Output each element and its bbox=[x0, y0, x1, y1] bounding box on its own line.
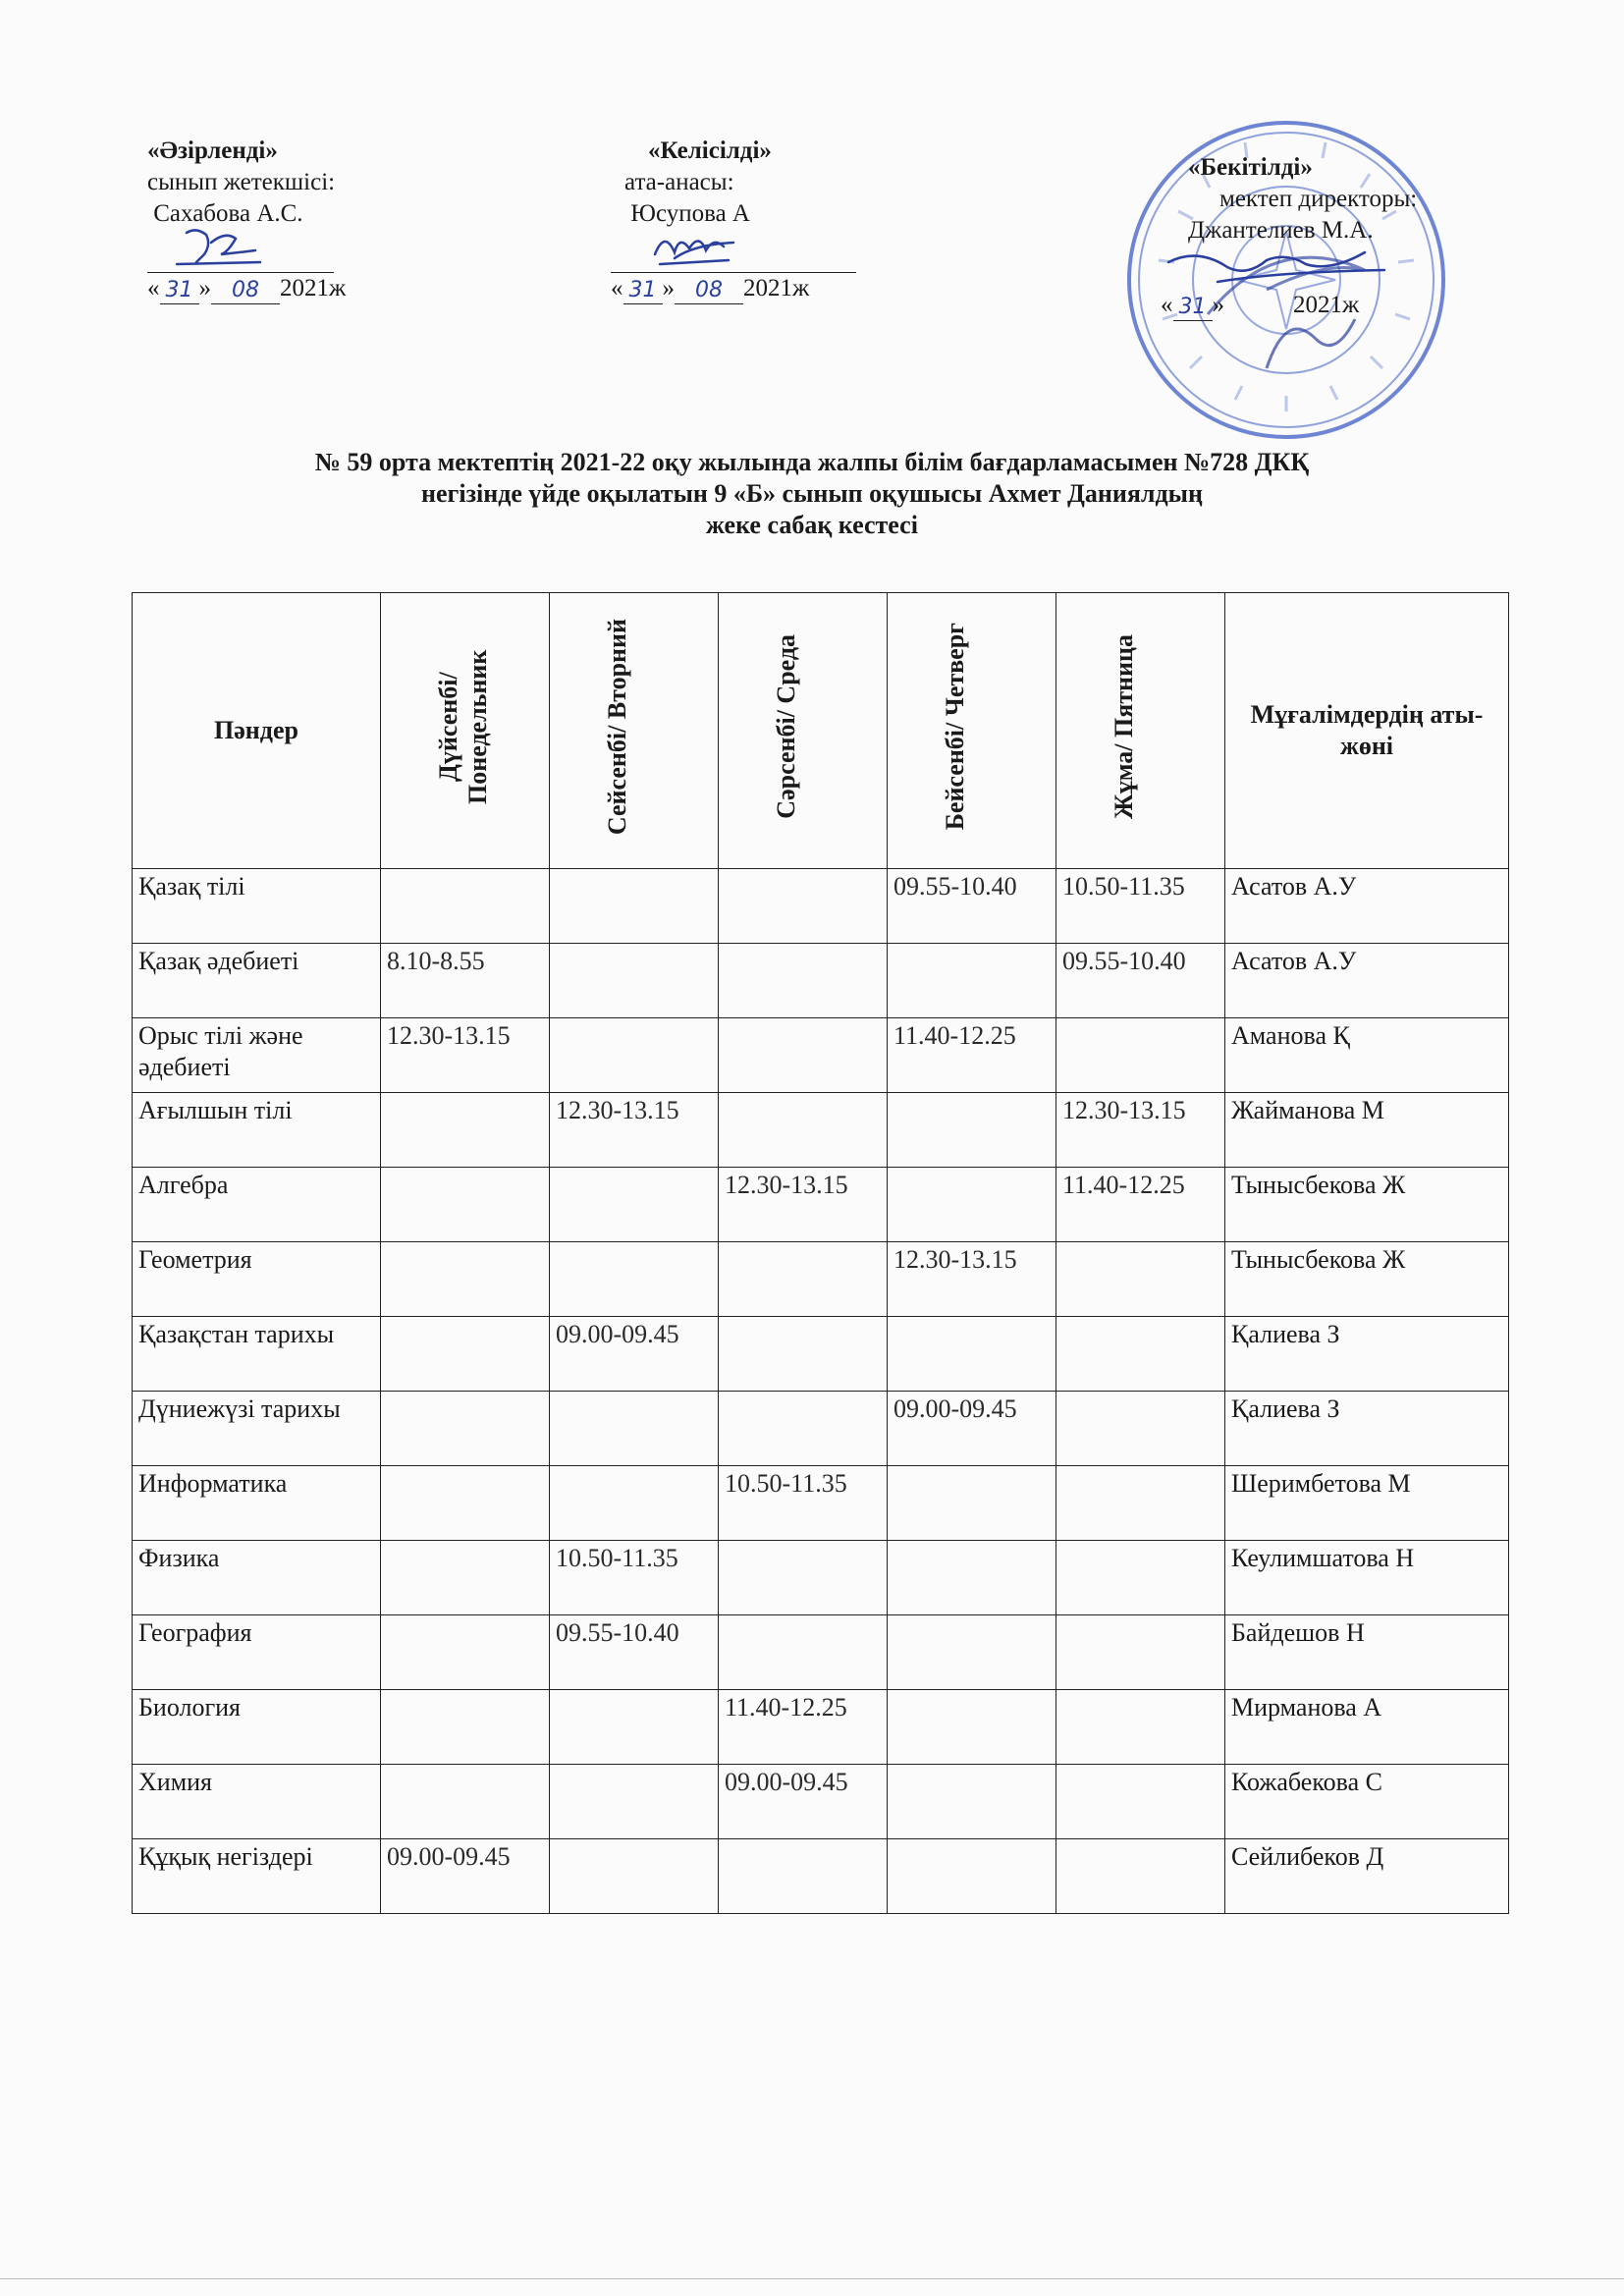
cell-thu: 12.30-13.15 bbox=[888, 1242, 1056, 1317]
approved-name: Джантелиев М.А. bbox=[1188, 217, 1374, 244]
cell-subject: Қазақ тілі bbox=[133, 869, 381, 944]
cell-fri: 12.30-13.15 bbox=[1056, 1093, 1225, 1168]
table-row bbox=[133, 869, 1509, 944]
agreed-name: Юсупова А bbox=[624, 200, 750, 227]
cell-teacher: Сейлибеков Д bbox=[1225, 1839, 1509, 1914]
table-row bbox=[133, 1839, 1509, 1914]
approved-year: 2021ж bbox=[1293, 292, 1360, 318]
cell-teacher: Тынысбекова Ж bbox=[1225, 1242, 1509, 1317]
agreed-month: 08 bbox=[675, 278, 743, 304]
prepared-title: «Әзірленді» bbox=[147, 137, 278, 164]
cell-subject: Қазақ әдебиеті bbox=[133, 944, 381, 1018]
header-teacher: Мұғалімдердің аты-жөні bbox=[1225, 593, 1509, 869]
header-friday: Жұма/ Пятница bbox=[1056, 593, 1225, 869]
cell-tue: 09.55-10.40 bbox=[550, 1615, 719, 1690]
cell-thu: 11.40-12.25 bbox=[888, 1018, 1056, 1093]
cell-teacher: Кожабекова С bbox=[1225, 1765, 1509, 1839]
table-row bbox=[133, 1392, 1509, 1466]
cell-mon bbox=[381, 1242, 550, 1317]
cell-wed bbox=[719, 1541, 888, 1615]
table-header-row bbox=[133, 593, 1509, 869]
cell-mon: 8.10-8.55 bbox=[381, 944, 550, 1018]
prepared-signature-line bbox=[147, 230, 346, 273]
document-title bbox=[0, 447, 1624, 541]
table-row bbox=[133, 1093, 1509, 1168]
cell-mon bbox=[381, 1168, 550, 1242]
cell-teacher: Қалиева З bbox=[1225, 1317, 1509, 1392]
cell-wed bbox=[719, 1317, 888, 1392]
approved-block bbox=[1159, 152, 1417, 321]
cell-fri: 09.55-10.40 bbox=[1056, 944, 1225, 1018]
cell-wed bbox=[719, 869, 888, 944]
cell-fri: 10.50-11.35 bbox=[1056, 869, 1225, 944]
cell-wed bbox=[719, 1093, 888, 1168]
prepared-role: сынып жетекшісі: bbox=[147, 169, 336, 195]
cell-teacher: Аманова Қ bbox=[1225, 1018, 1509, 1093]
cell-wed: 12.30-13.15 bbox=[719, 1168, 888, 1242]
agreed-signature-line bbox=[611, 230, 856, 273]
title-line-3: жеке сабақ кестесі bbox=[706, 511, 918, 539]
agreed-date: « 31 » 08 2021ж bbox=[611, 275, 810, 302]
table-row bbox=[133, 1168, 1509, 1242]
cell-wed bbox=[719, 1839, 888, 1914]
cell-tue bbox=[550, 1839, 719, 1914]
cell-teacher: Кеулимшатова Н bbox=[1225, 1541, 1509, 1615]
cell-wed bbox=[719, 944, 888, 1018]
approved-signature-line bbox=[1159, 246, 1417, 290]
cell-subject: Ағылшын тілі bbox=[133, 1093, 381, 1168]
cell-mon bbox=[381, 1615, 550, 1690]
cell-thu: 09.00-09.45 bbox=[888, 1392, 1056, 1466]
cell-thu bbox=[888, 1093, 1056, 1168]
header-thursday: Бейсенбі/ Четверг bbox=[888, 593, 1056, 869]
signature-icon bbox=[1159, 243, 1404, 288]
cell-tue bbox=[550, 1765, 719, 1839]
cell-fri bbox=[1056, 1690, 1225, 1765]
approved-role: мектеп директоры: bbox=[1219, 186, 1418, 212]
page-bottom-rule bbox=[0, 2278, 1624, 2279]
cell-tue bbox=[550, 1392, 719, 1466]
table-row bbox=[133, 1690, 1509, 1765]
cell-thu bbox=[888, 1317, 1056, 1392]
signature-icon bbox=[167, 225, 285, 270]
cell-tue bbox=[550, 1690, 719, 1765]
header-monday: Дүйсенбі/ Понедельник bbox=[381, 593, 550, 869]
cell-thu: 09.55-10.40 bbox=[888, 869, 1056, 944]
cell-tue bbox=[550, 869, 719, 944]
agreed-block bbox=[611, 136, 856, 304]
cell-fri bbox=[1056, 1317, 1225, 1392]
header-subjects: Пәндер bbox=[133, 593, 381, 869]
cell-thu bbox=[888, 1765, 1056, 1839]
cell-thu bbox=[888, 1466, 1056, 1541]
cell-subject: Биология bbox=[133, 1690, 381, 1765]
cell-fri bbox=[1056, 1839, 1225, 1914]
approved-title: «Бекітілді» bbox=[1188, 154, 1313, 181]
cell-teacher: Шеримбетова М bbox=[1225, 1466, 1509, 1541]
title-line-1: № 59 орта мектептің 2021-22 оқу жылында жалпы білім бағдарламасымен №728 ДКҚ bbox=[314, 448, 1310, 476]
prepared-name: Сахабова А.С. bbox=[147, 200, 303, 227]
cell-teacher: Мирманова А bbox=[1225, 1690, 1509, 1765]
cell-wed bbox=[719, 1242, 888, 1317]
cell-subject: Дүниежүзі тарихы bbox=[133, 1392, 381, 1466]
agreed-title: «Келісілді» bbox=[648, 137, 772, 164]
cell-subject: Қазақстан тарихы bbox=[133, 1317, 381, 1392]
cell-mon bbox=[381, 1690, 550, 1765]
cell-subject: Құқық негіздері bbox=[133, 1839, 381, 1914]
table-row bbox=[133, 1317, 1509, 1392]
cell-fri bbox=[1056, 1765, 1225, 1839]
cell-thu bbox=[888, 1168, 1056, 1242]
cell-fri bbox=[1056, 1392, 1225, 1466]
cell-wed: 09.00-09.45 bbox=[719, 1765, 888, 1839]
prepared-date: « 31 » 08 2021ж bbox=[147, 275, 347, 302]
cell-wed: 10.50-11.35 bbox=[719, 1466, 888, 1541]
cell-mon bbox=[381, 1765, 550, 1839]
cell-teacher: Қалиева З bbox=[1225, 1392, 1509, 1466]
table-row bbox=[133, 1242, 1509, 1317]
cell-subject: Химия bbox=[133, 1765, 381, 1839]
cell-tue bbox=[550, 1018, 719, 1093]
table-row bbox=[133, 1615, 1509, 1690]
cell-subject: География bbox=[133, 1615, 381, 1690]
cell-mon bbox=[381, 1541, 550, 1615]
cell-teacher: Жайманова М bbox=[1225, 1093, 1509, 1168]
cell-mon bbox=[381, 869, 550, 944]
cell-tue bbox=[550, 1168, 719, 1242]
cell-teacher: Тынысбекова Ж bbox=[1225, 1168, 1509, 1242]
cell-thu bbox=[888, 1839, 1056, 1914]
cell-subject: Алгебра bbox=[133, 1168, 381, 1242]
schedule-body bbox=[133, 869, 1509, 1914]
cell-fri bbox=[1056, 1466, 1225, 1541]
cell-fri bbox=[1056, 1541, 1225, 1615]
cell-wed bbox=[719, 1615, 888, 1690]
prepared-year: 2021ж bbox=[280, 275, 347, 301]
prepared-month: 08 bbox=[211, 278, 280, 304]
cell-subject: Орыс тілі және әдебиеті bbox=[133, 1018, 381, 1093]
cell-fri: 11.40-12.25 bbox=[1056, 1168, 1225, 1242]
cell-wed bbox=[719, 1392, 888, 1466]
header-wednesday: Сәрсенбі/ Среда bbox=[719, 593, 888, 869]
prepared-day: 31 bbox=[160, 278, 199, 304]
table-row bbox=[133, 944, 1509, 1018]
cell-mon: 09.00-09.45 bbox=[381, 1839, 550, 1914]
cell-tue bbox=[550, 944, 719, 1018]
cell-teacher: Байдешов Н bbox=[1225, 1615, 1509, 1690]
approved-date: « 31 » 2021ж bbox=[1161, 292, 1360, 319]
cell-tue bbox=[550, 1466, 719, 1541]
title-line-2: негізінде үйде оқылатын 9 «Б» сынып оқушысы Ахмет Даниялдың bbox=[421, 479, 1203, 508]
cell-mon bbox=[381, 1392, 550, 1466]
cell-subject: Физика bbox=[133, 1541, 381, 1615]
cell-teacher: Асатов А.У bbox=[1225, 869, 1509, 944]
cell-tue: 10.50-11.35 bbox=[550, 1541, 719, 1615]
cell-fri bbox=[1056, 1615, 1225, 1690]
cell-thu bbox=[888, 944, 1056, 1018]
schedule-table bbox=[132, 592, 1509, 1914]
cell-teacher: Асатов А.У bbox=[1225, 944, 1509, 1018]
header-tuesday: Сейсенбі/ Вторний bbox=[550, 593, 719, 869]
cell-tue: 12.30-13.15 bbox=[550, 1093, 719, 1168]
approved-day: 31 bbox=[1173, 295, 1213, 321]
agreed-day: 31 bbox=[623, 278, 663, 304]
cell-thu bbox=[888, 1615, 1056, 1690]
table-row bbox=[133, 1765, 1509, 1839]
cell-tue bbox=[550, 1242, 719, 1317]
cell-thu bbox=[888, 1690, 1056, 1765]
signature-icon bbox=[645, 225, 753, 270]
cell-thu bbox=[888, 1541, 1056, 1615]
cell-mon bbox=[381, 1093, 550, 1168]
cell-wed: 11.40-12.25 bbox=[719, 1690, 888, 1765]
cell-tue: 09.00-09.45 bbox=[550, 1317, 719, 1392]
cell-fri bbox=[1056, 1242, 1225, 1317]
table-row bbox=[133, 1466, 1509, 1541]
table-row bbox=[133, 1018, 1509, 1093]
cell-mon bbox=[381, 1317, 550, 1392]
cell-mon: 12.30-13.15 bbox=[381, 1018, 550, 1093]
cell-mon bbox=[381, 1466, 550, 1541]
cell-wed bbox=[719, 1018, 888, 1093]
cell-subject: Геометрия bbox=[133, 1242, 381, 1317]
prepared-block bbox=[147, 136, 346, 304]
cell-subject: Информатика bbox=[133, 1466, 381, 1541]
table-row bbox=[133, 1541, 1509, 1615]
agreed-year: 2021ж bbox=[743, 275, 810, 301]
agreed-role: ата-анасы: bbox=[624, 169, 734, 195]
cell-fri bbox=[1056, 1018, 1225, 1093]
